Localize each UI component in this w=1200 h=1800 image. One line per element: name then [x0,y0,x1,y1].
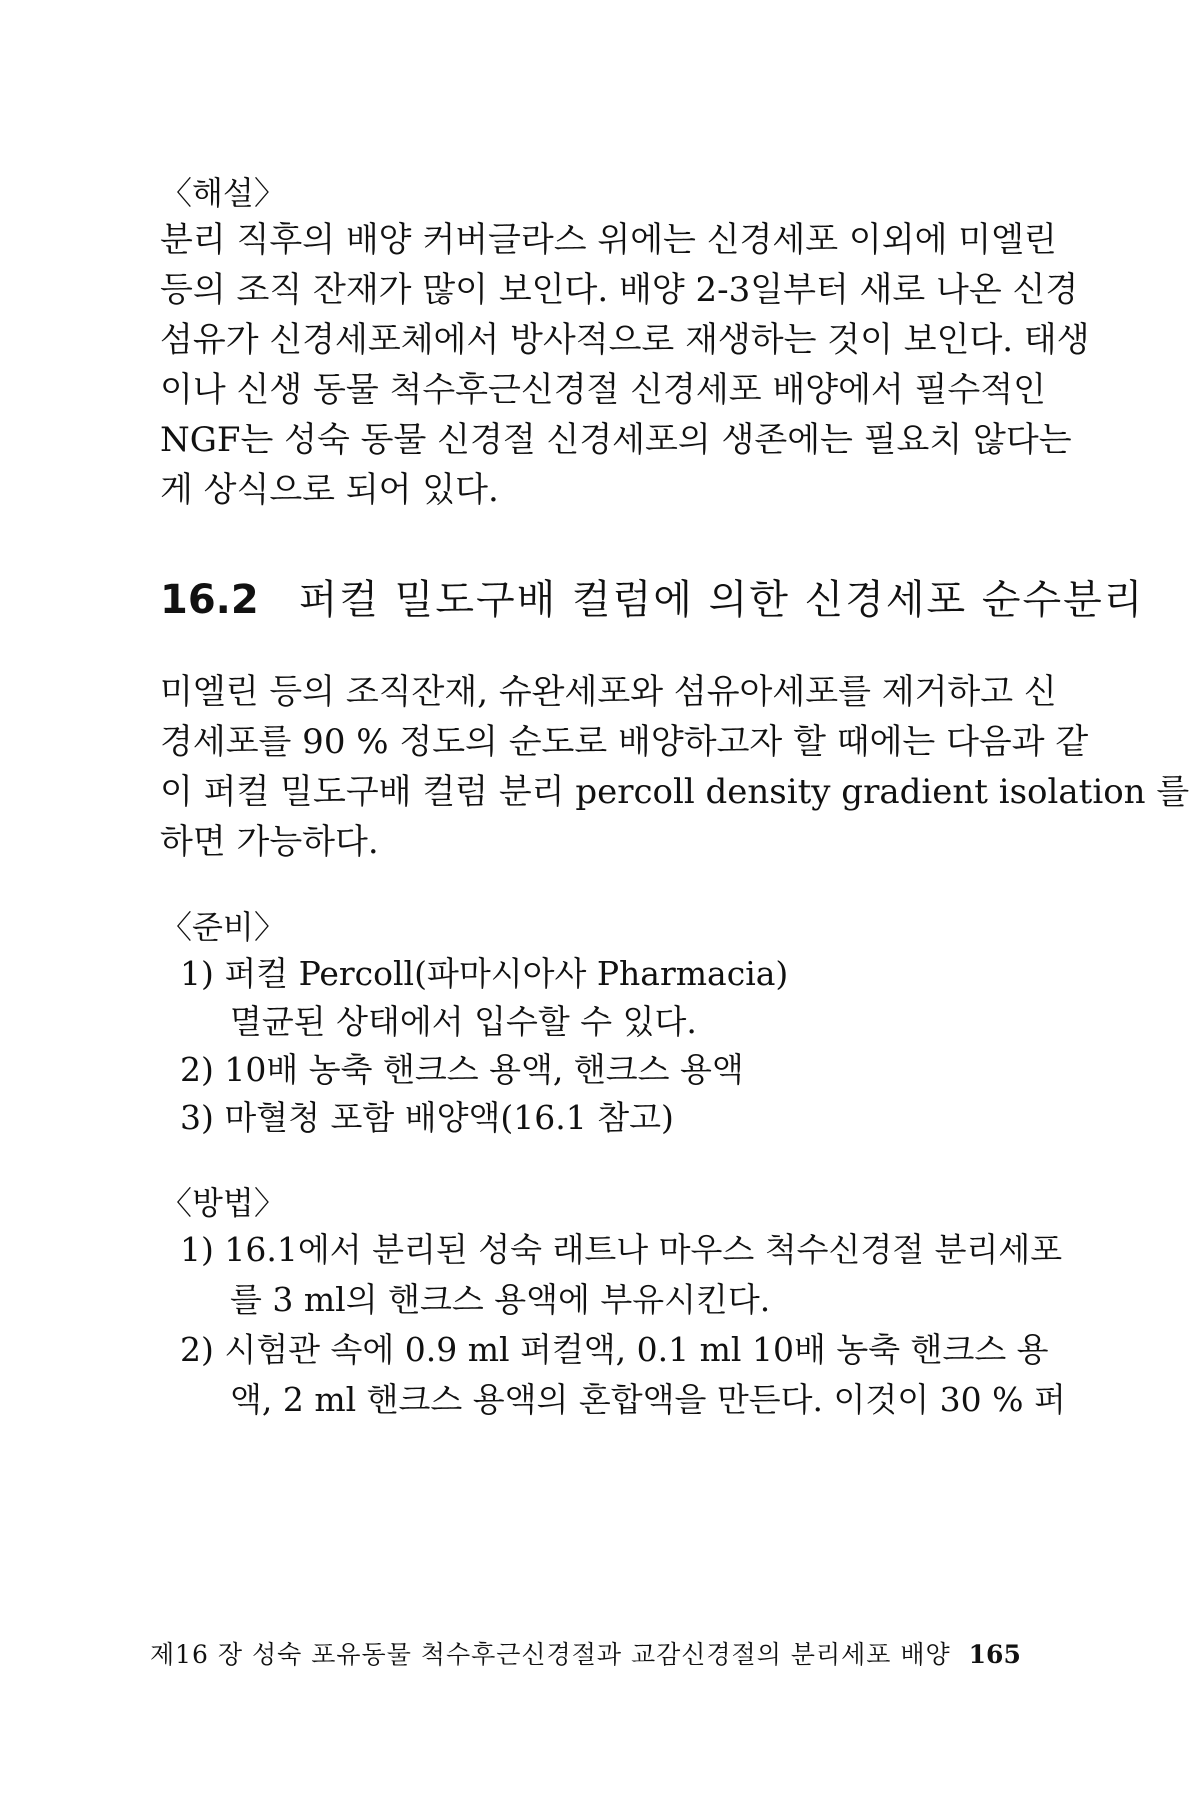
intro-line-3: 이 퍼컬 밀도구배 컬럼 분리 percoll density gradient isolation 를 [160,772,1190,812]
preparation-item-2: 2) 10배 농축 핸크스 용액, 핸크스 용액 [180,1050,744,1089]
method-item-2: 2) 시험관 속에 0.9 ml 퍼컬액, 0.1 ml 10배 농축 핸크스 용 [180,1330,1049,1369]
method-item-1-cont: 를 3 ml의 핸크스 용액에 부유시킨다. [230,1280,771,1319]
page-footer [150,1638,1021,1672]
chapter-title: 제16 장 성숙 포유동물 척수후근신경절과 교감신경절의 분리세포 배양 [150,1640,951,1669]
intro-line-4: 하면 가능하다. [160,822,379,862]
section-title: 퍼컬 밀도구배 컬럼에 의한 신경세포 순수분리 [298,577,1145,623]
preparation-item-1-cont: 멸균된 상태에서 입수할 수 있다. [230,1002,697,1041]
explanation-line-3: 섬유가 신경세포체에서 방사적으로 재생하는 것이 보인다. 태생 [160,320,1090,360]
preparation-item-1: 1) 퍼컬 Percoll(파마시아사 Pharmacia) [180,954,789,993]
method-item-1: 1) 16.1에서 분리된 성숙 래트나 마우스 척수신경절 분리세포 [180,1230,1063,1269]
intro-line-2: 경세포를 90 % 정도의 순도로 배양하고자 할 때에는 다음과 같 [160,722,1089,762]
explanation-label: 〈해설〉 [160,174,286,212]
section-number: 16.2 [160,577,259,623]
explanation-line-5: NGF는 성숙 동물 신경절 신경세포의 생존에는 필요치 않다는 [160,420,1072,460]
method-label: 〈방법〉 [160,1184,286,1222]
intro-line-1: 미엘린 등의 조직잔재, 슈완세포와 섬유아세포를 제거하고 신 [160,672,1057,712]
preparation-item-3: 3) 마혈청 포함 배양액(16.1 참고) [180,1098,674,1137]
explanation-line-4: 이나 신생 동물 척수후근신경절 신경세포 배양에서 필수적인 [160,370,1046,410]
method-item-2-cont: 액, 2 ml 핸크스 용액의 혼합액을 만든다. 이것이 30 % 퍼 [230,1380,1066,1419]
section-heading [160,572,1145,628]
explanation-line-2: 등의 조직 잔재가 많이 보인다. 배양 2-3일부터 새로 나온 신경 [160,270,1079,310]
explanation-line-1: 분리 직후의 배양 커버글라스 위에는 신경세포 이외에 미엘린 [160,220,1057,260]
preparation-label: 〈준비〉 [160,908,286,946]
explanation-line-6: 게 상식으로 되어 있다. [160,470,499,510]
page-number: 165 [968,1640,1021,1669]
